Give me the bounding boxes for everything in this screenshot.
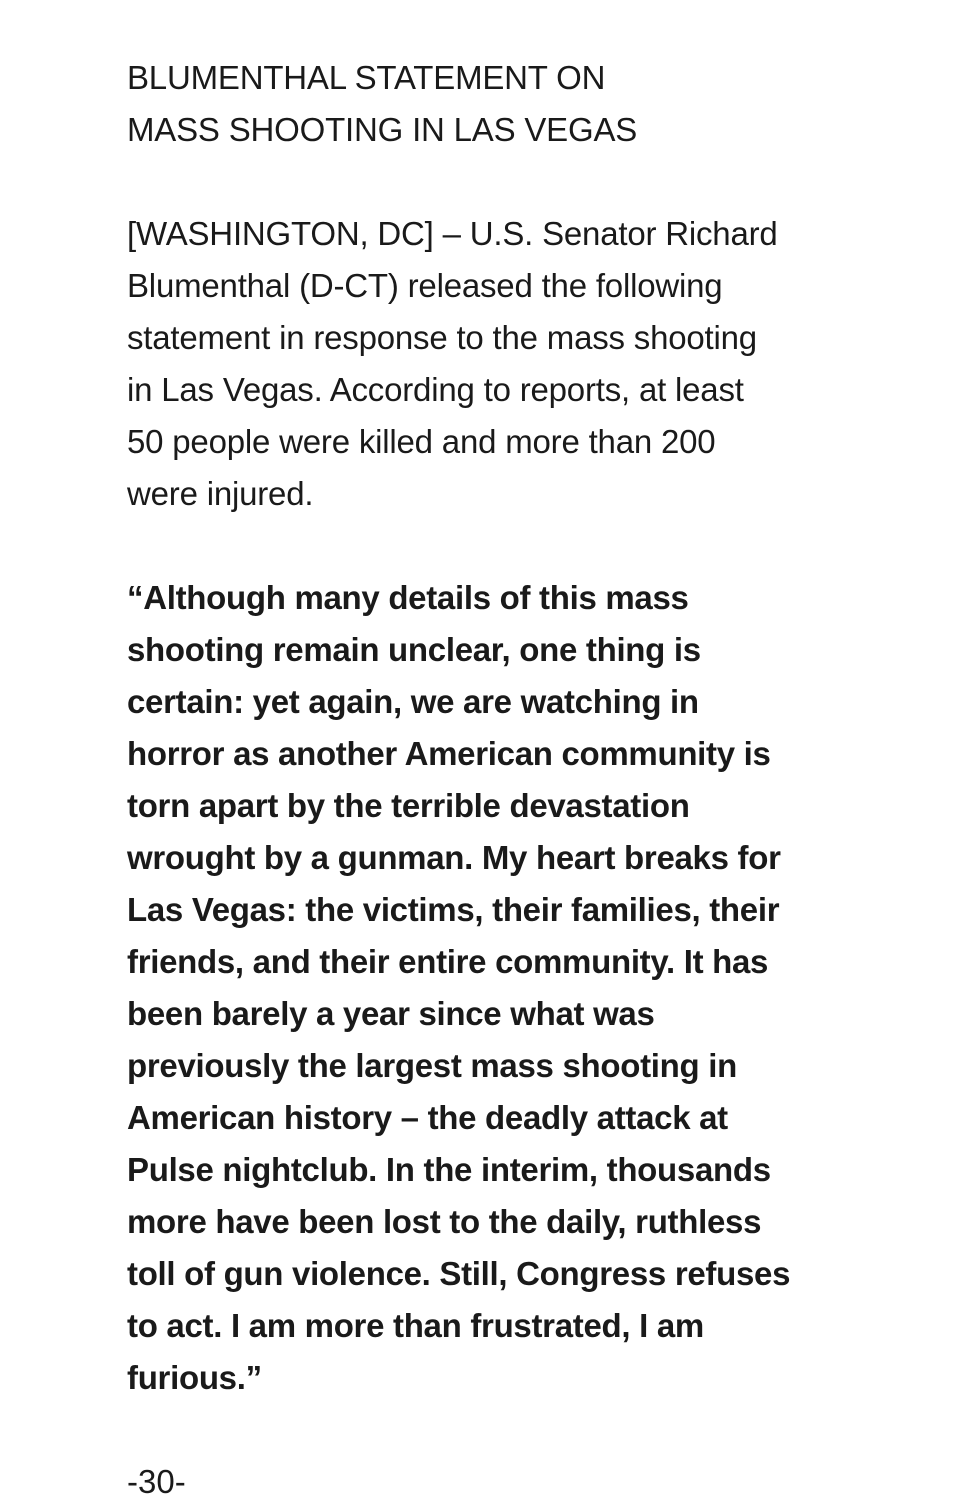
- quote-line: Las Vegas: the victims, their families, their: [127, 891, 780, 928]
- end-mark: -30-: [127, 1463, 186, 1500]
- intro-line: Blumenthal (D-CT) released the following: [127, 267, 723, 304]
- quote-line: furious.”: [127, 1359, 262, 1396]
- quote-line: more have been lost to the daily, ruthless: [127, 1203, 762, 1240]
- quote-line: “Although many details of this mass: [127, 579, 689, 616]
- quote-line: friends, and their entire community. It has: [127, 943, 769, 980]
- quote-line: previously the largest mass shooting in: [127, 1047, 737, 1084]
- intro-line: were injured.: [127, 475, 314, 512]
- quote-line: Pulse nightclub. In the interim, thousands: [127, 1151, 771, 1188]
- intro-line: in Las Vegas. According to reports, at least: [127, 371, 744, 408]
- quote-line: American history – the deadly attack at: [127, 1099, 728, 1136]
- statement-title: [127, 52, 887, 156]
- intro-paragraph: [127, 208, 887, 520]
- quote-line: wrought by a gunman. My heart breaks for: [127, 839, 781, 876]
- title-line: MASS SHOOTING IN LAS VEGAS: [127, 111, 638, 148]
- title-line: BLUMENTHAL STATEMENT ON: [127, 59, 606, 96]
- intro-line: 50 people were killed and more than 200: [127, 423, 716, 460]
- quote-paragraph: [127, 572, 887, 1404]
- quote-line: shooting remain unclear, one thing is: [127, 631, 701, 668]
- quote-line: toll of gun violence. Still, Congress refuses: [127, 1255, 791, 1292]
- quote-line: horror as another American community is: [127, 735, 771, 772]
- quote-line: certain: yet again, we are watching in: [127, 683, 699, 720]
- intro-line: statement in response to the mass shooting: [127, 319, 757, 356]
- quote-line: been barely a year since what was: [127, 995, 655, 1032]
- quote-line: torn apart by the terrible devastation: [127, 787, 690, 824]
- quote-line: to act. I am more than frustrated, I am: [127, 1307, 704, 1344]
- intro-line: [WASHINGTON, DC] – U.S. Senator Richard: [127, 215, 778, 252]
- press-release: [127, 52, 887, 1508]
